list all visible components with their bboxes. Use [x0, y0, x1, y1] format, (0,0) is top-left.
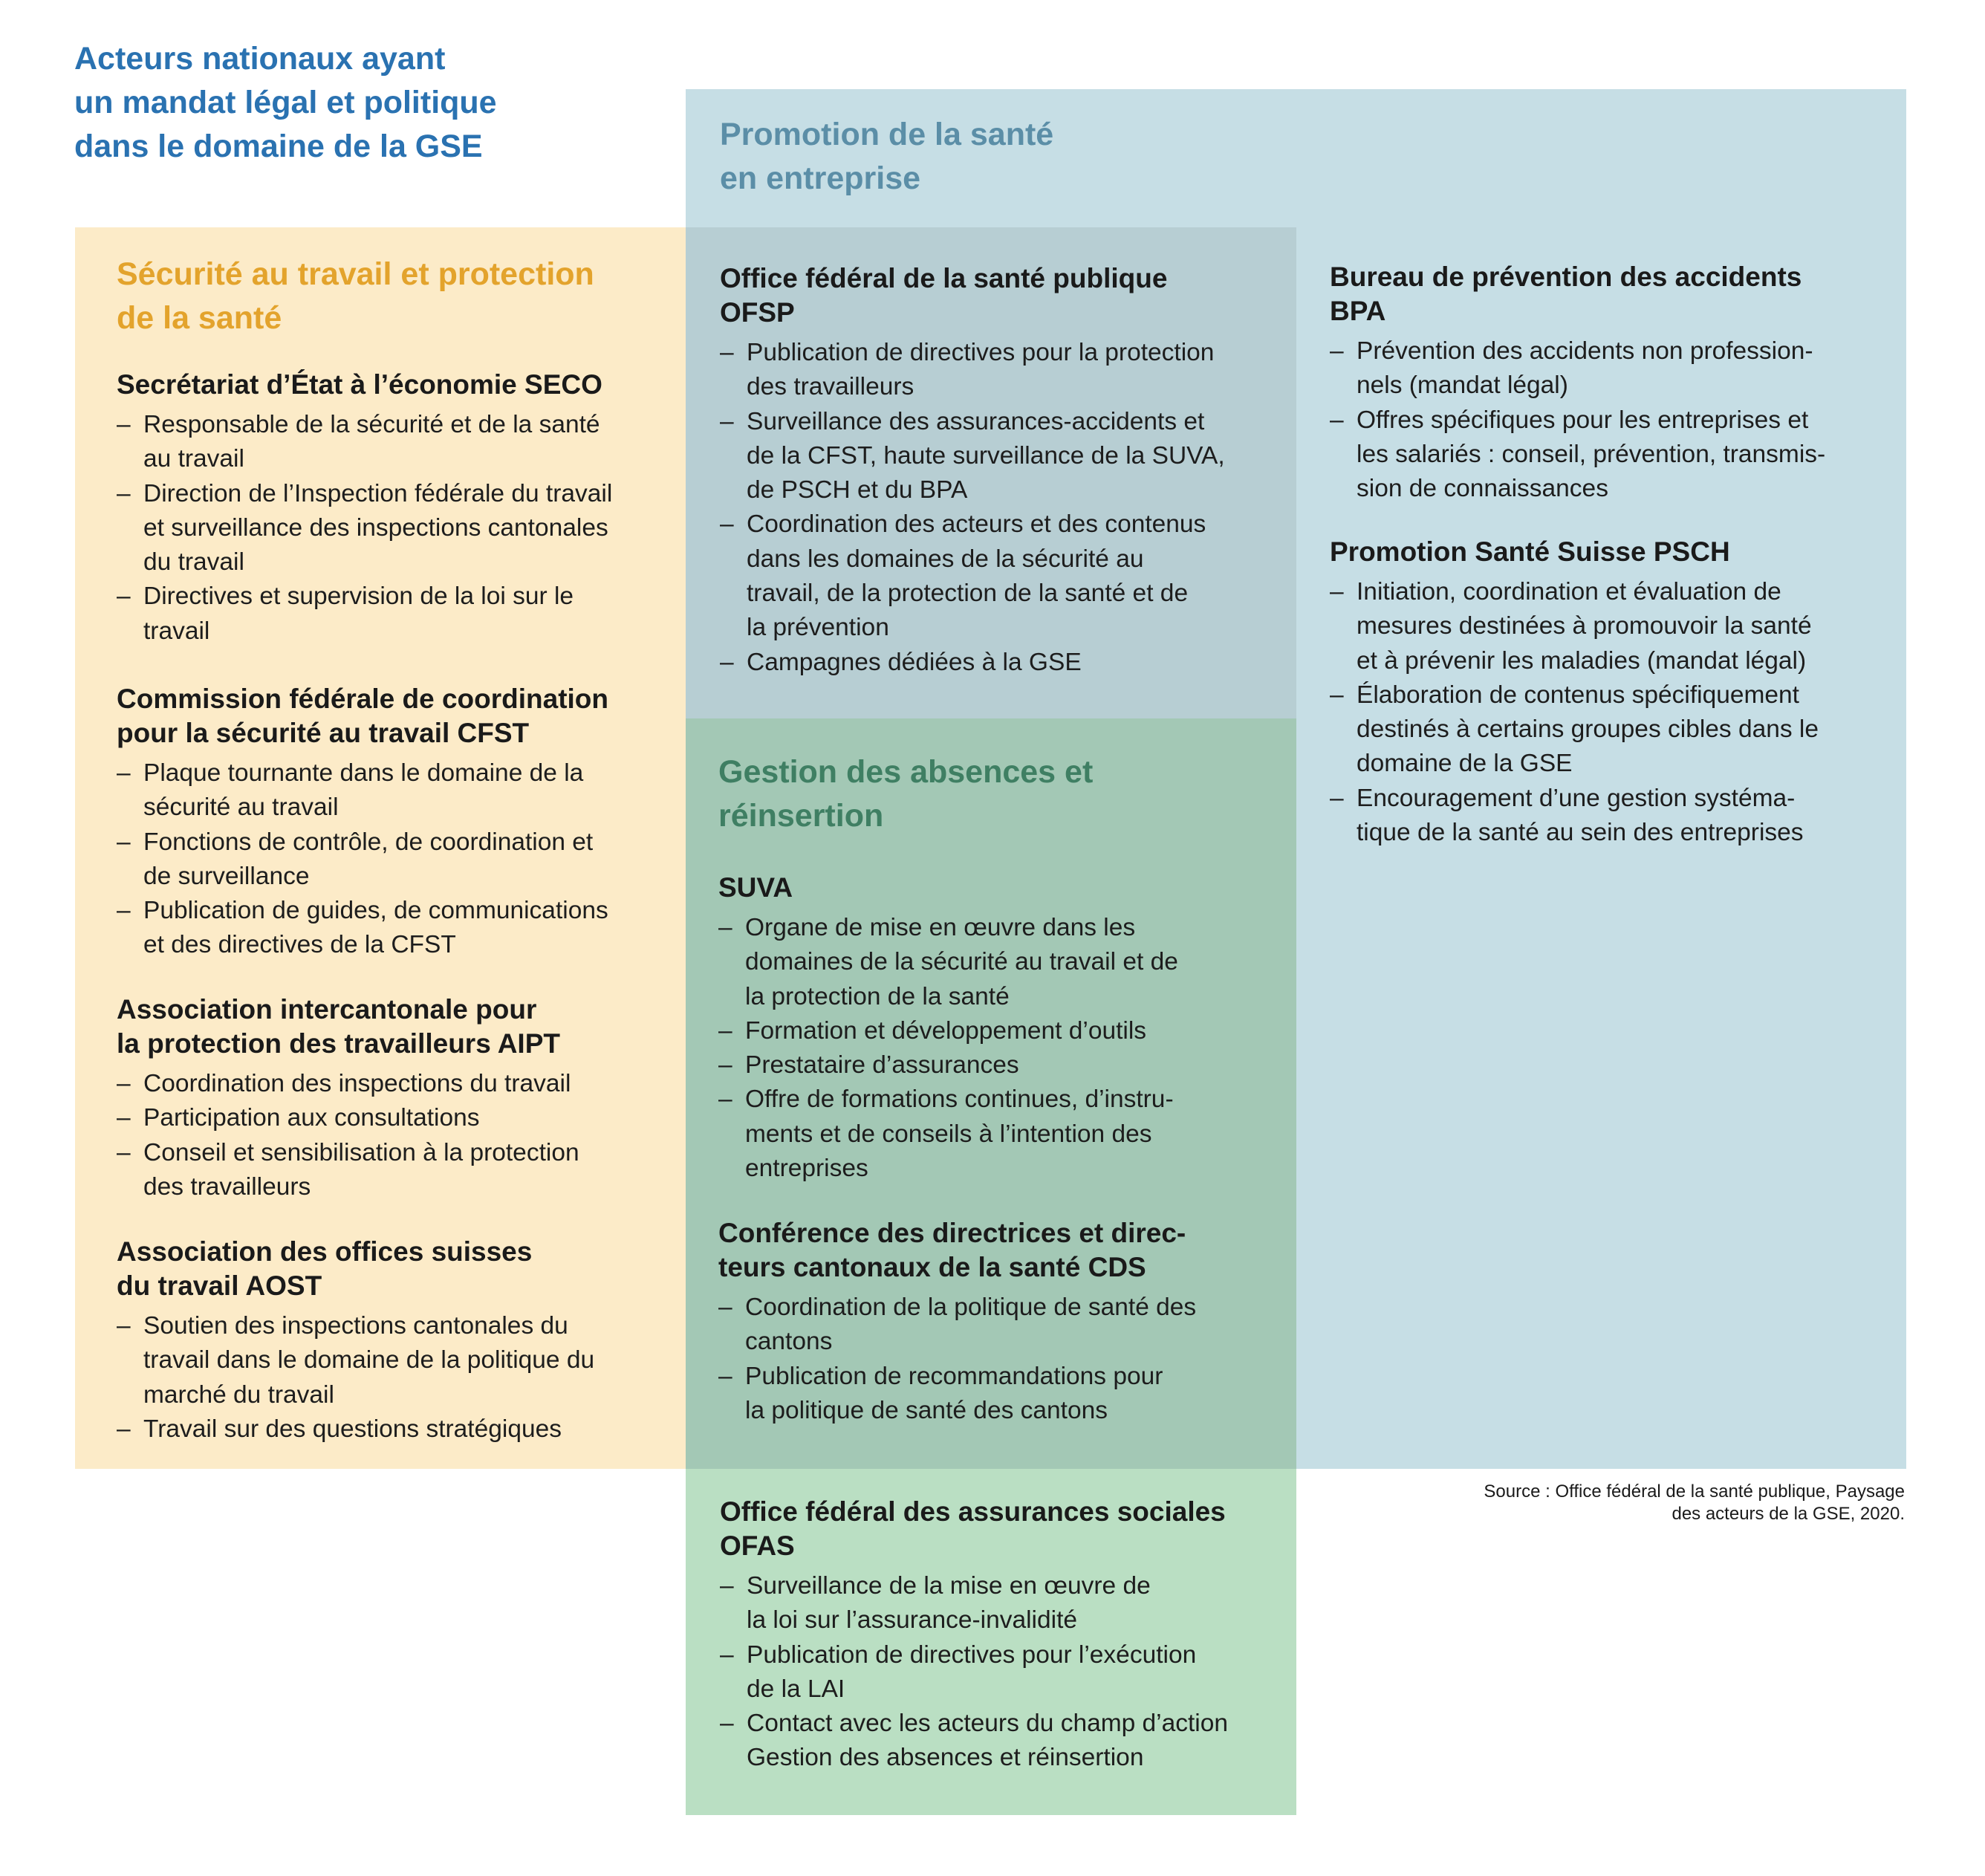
securite-domain-title: [117, 253, 594, 340]
domain-title-line: Gestion des absences et: [718, 754, 1094, 790]
list-item: – Campagnes dédiées à la GSE: [720, 646, 1284, 680]
actor-name: Office fédéral de la santé publique OFSP: [720, 263, 1168, 328]
responsibility-list: [718, 911, 1283, 1186]
actor-aipt: [117, 993, 666, 1204]
actor-name: Conférence des directrices et direc- teurs cantonaux de la santé CDS: [718, 1218, 1186, 1282]
list-item: – Offres spécifiques pour les entreprises et les salariés : conseil, prévention, transmis- sion de connaissances: [1330, 403, 1902, 507]
gestion-domain-title: [718, 750, 1093, 838]
list-item: – Coordination des inspections du travail: [117, 1067, 666, 1101]
responsibility-list: [117, 756, 666, 963]
main-title-line: Acteurs nationaux ayant: [74, 41, 446, 77]
actor-name: Office fédéral des assurances sociales OFAS: [720, 1496, 1226, 1561]
list-item: – Élaboration de contenus spécifiquement destinés à certains groupes cibles dans le domaine de la GSE: [1330, 678, 1902, 782]
list-item: – Prévention des accidents non profession- nels (mandat légal): [1330, 334, 1902, 403]
source-line: des acteurs de la GSE, 2020.: [1672, 1504, 1905, 1524]
actor-ofsp: [720, 262, 1284, 680]
main-title: [74, 37, 683, 169]
source-note: [1189, 1481, 1905, 1525]
domain-title-line: Sécurité au travail et protection: [117, 256, 594, 292]
list-item: – Initiation, coordination et évaluation de mesures destinées à promouvoir la santé et à prévenir les maladies (mandat légal): [1330, 575, 1902, 678]
list-item: – Conseil et sensibilisation à la protection des travailleurs: [117, 1136, 666, 1205]
list-item: – Publication de directives pour la protection des travailleurs: [720, 336, 1284, 405]
list-item: – Publication de directives pour l’exécution de la LAI: [720, 1638, 1284, 1707]
domain-title-line: réinsertion: [718, 798, 884, 834]
responsibility-list: [117, 408, 666, 649]
list-item: – Surveillance de la mise en œuvre de la loi sur l’assurance-invalidité: [720, 1569, 1284, 1638]
list-item: – Travail sur des questions stratégiques: [117, 1412, 666, 1447]
responsibility-list: [117, 1309, 666, 1447]
responsibility-list: [720, 336, 1284, 680]
list-item: – Directives et supervision de la loi sur le travail: [117, 580, 666, 649]
list-item: – Coordination de la politique de santé des cantons: [718, 1291, 1283, 1360]
list-item: – Publication de recommandations pour la politique de santé des cantons: [718, 1360, 1283, 1429]
actor-name: Secrétariat d’État à l’économie SECO: [117, 369, 602, 400]
actor-aost: [117, 1235, 666, 1447]
responsibility-list: [117, 1067, 666, 1204]
domain-title-line: en entreprise: [720, 160, 921, 196]
main-title-line: dans le domaine de la GSE: [74, 129, 483, 164]
actor-cfst: [117, 682, 666, 963]
actor-name: Association des offices suisses du travail AOST: [117, 1236, 533, 1301]
responsibility-list: [1330, 334, 1902, 506]
list-item: – Coordination des acteurs et des contenus dans les domaines de la sécurité au travail, de la protection de la santé et de la prévention: [720, 507, 1284, 645]
actor-name: Promotion Santé Suisse PSCH: [1330, 536, 1730, 567]
list-item: – Fonctions de contrôle, de coordination et de surveillance: [117, 825, 666, 895]
list-item: – Participation aux consultations: [117, 1101, 666, 1135]
list-item: – Organe de mise en œuvre dans les domaines de la sécurité au travail et de la protection de la santé: [718, 911, 1283, 1014]
domain-title-line: Promotion de la santé: [720, 117, 1054, 152]
actor-name: SUVA: [718, 872, 793, 903]
list-item: – Surveillance des assurances-accidents et de la CFST, haute surveillance de la SUVA, de PSCH et du BPA: [720, 405, 1284, 508]
promotion-domain-title: [720, 113, 1053, 201]
main-title-line: un mandat légal et politique: [74, 85, 497, 120]
responsibility-list: [718, 1291, 1283, 1428]
list-item: – Plaque tournante dans le domaine de la sécurité au travail: [117, 756, 666, 825]
actor-cds: [718, 1216, 1283, 1428]
actor-suva: [718, 871, 1283, 1186]
list-item: – Contact avec les acteurs du champ d’action Gestion des absences et réinsertion: [720, 1707, 1284, 1776]
list-item: – Encouragement d’une gestion systéma- tique de la santé au sein des entreprises: [1330, 782, 1902, 851]
list-item: – Soutien des inspections cantonales du travail dans le domaine de la politique du marché du travail: [117, 1309, 666, 1412]
responsibility-list: [1330, 575, 1902, 850]
source-line: Source : Office fédéral de la santé publique, Paysage: [1484, 1481, 1905, 1502]
list-item: – Formation et développement d’outils: [718, 1014, 1283, 1048]
list-item: – Offre de formations continues, d’instru- ments et de conseils à l’intention des entreprises: [718, 1083, 1283, 1186]
responsibility-list: [720, 1569, 1284, 1776]
actor-psch: [1330, 535, 1902, 850]
list-item: – Responsable de la sécurité et de la santé au travail: [117, 408, 666, 477]
actor-name: Commission fédérale de coordination pour la sécurité au travail CFST: [117, 684, 609, 748]
actor-ofas: [720, 1495, 1284, 1776]
actor-name: Association intercantonale pour la protection des travailleurs AIPT: [117, 994, 560, 1059]
actor-name: Bureau de prévention des accidents BPA: [1330, 262, 1802, 326]
actor-seco: [117, 368, 666, 649]
list-item: – Direction de l’Inspection fédérale du travail et surveillance des inspections cantonales du travail: [117, 477, 666, 580]
list-item: – Publication de guides, de communications et des directives de la CFST: [117, 894, 666, 963]
list-item: – Prestataire d’assurances: [718, 1048, 1283, 1083]
domain-title-line: de la santé: [117, 300, 282, 336]
actor-bpa: [1330, 260, 1902, 506]
